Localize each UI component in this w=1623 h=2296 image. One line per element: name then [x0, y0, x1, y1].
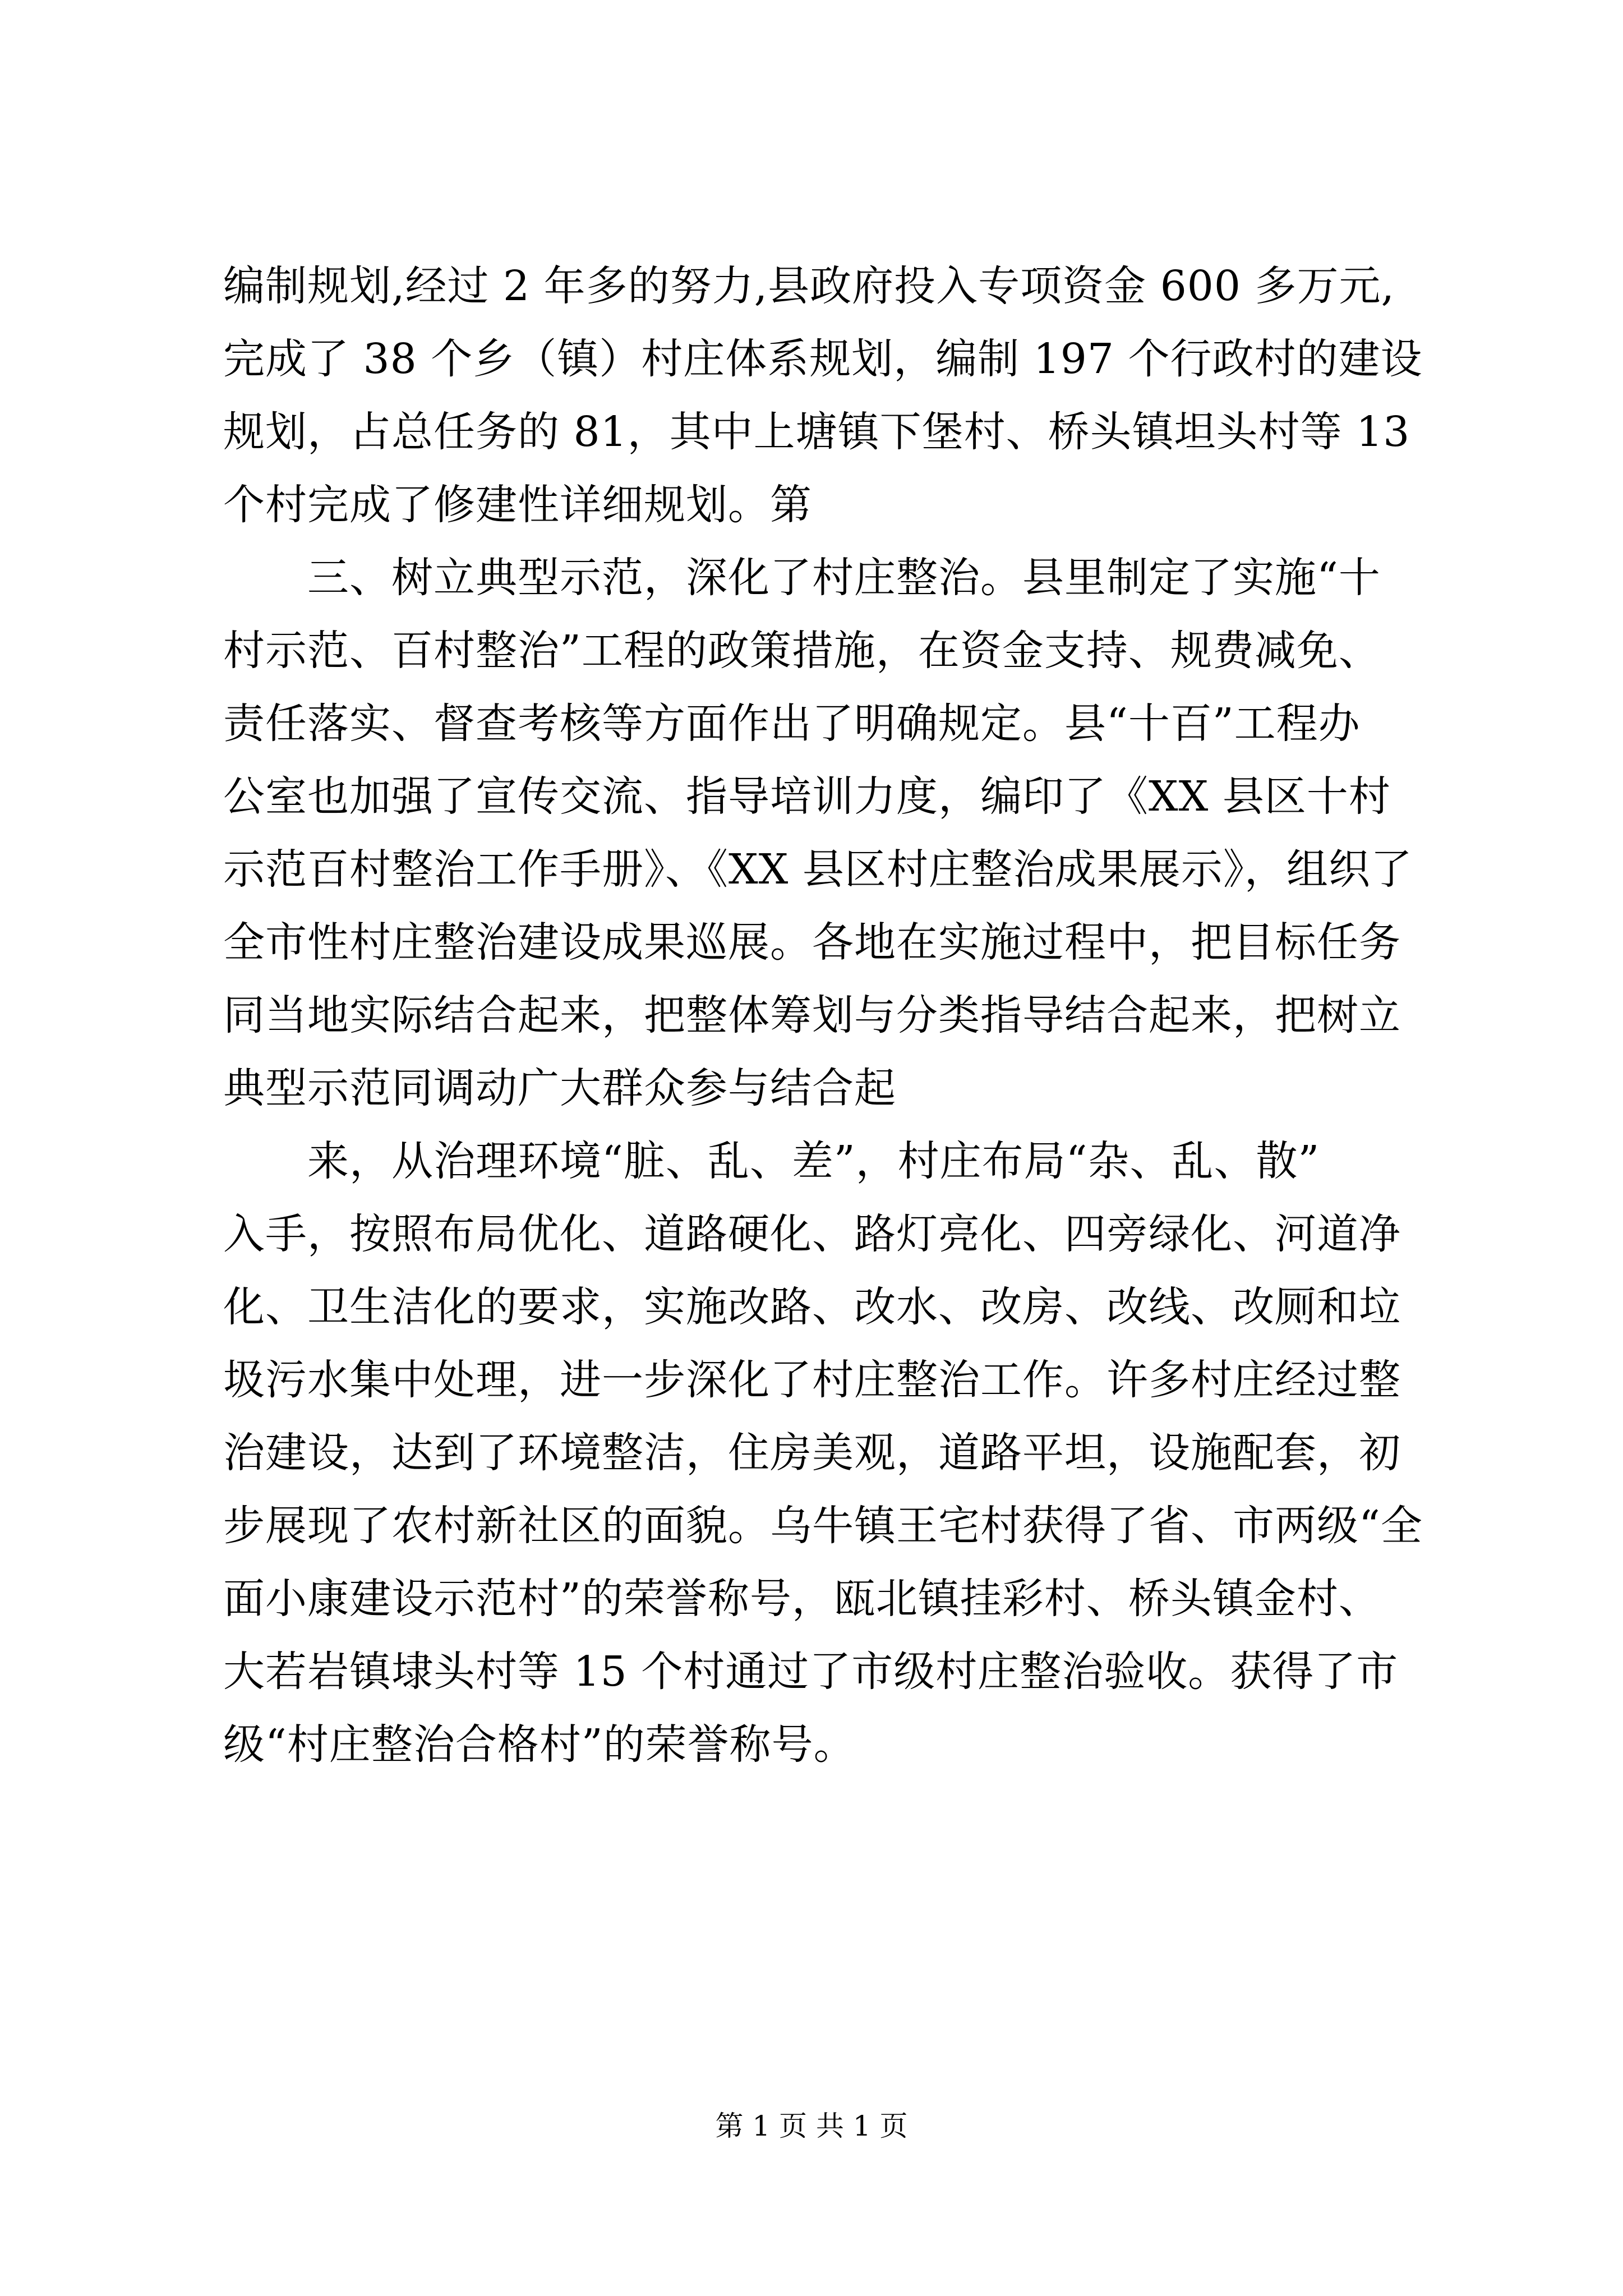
text-line: 全市性村庄整治建设成果巡展。各地在实施过程中，把目标任务 [223, 918, 1401, 967]
text-line: 规划，占总任务的 81，其中上塘镇下堡村、桥头镇坦头村等 13 [223, 408, 1410, 456]
text-line: 责任落实、督查考核等方面作出了明确规定。县“十百”工程办 [223, 700, 1361, 748]
text-line: 治建设，达到了环境整洁，住房美观，道路平坦，设施配套，初 [223, 1429, 1401, 1477]
text-line: 化、卫生洁化的要求，实施改路、改水、改房、改线、改厕和垃 [223, 1283, 1401, 1331]
text-line: 同当地实际结合起来，把整体筹划与分类指导结合起来，把树立 [223, 991, 1401, 1039]
text-line: 编制规划,经过 2 年多的努力,县政府投入专项资金 600 多万元, [223, 262, 1395, 310]
text-line: 圾污水集中处理，进一步深化了村庄整治工作。许多村庄经过整 [223, 1356, 1401, 1404]
text-line: 村示范、百村整治”工程的政策措施，在资金支持、规费减免、 [223, 627, 1381, 675]
text-line: 入手，按照布局优化、道路硬化、路灯亮化、四旁绿化、河道净 [223, 1210, 1401, 1258]
text-line: 步展现了农村新社区的面貌。乌牛镇王宅村获得了省、市两级“全 [223, 1502, 1423, 1550]
text-line: 面小康建设示范村”的荣誉称号，瓯北镇挂彩村、桥头镇金村、 [223, 1575, 1381, 1623]
text-line: 来，从治理环境“脏、乱、差”，村庄布局“杂、乱、散” [223, 1137, 1320, 1185]
text-line: 示范百村整治工作手册》、《XX 县区村庄整治成果展示》，组织了 [223, 845, 1413, 894]
page-number-footer: 第 1 页 共 1 页 [715, 2110, 908, 2142]
text-line: 三、树立典型示范，深化了村庄整治。县里制定了实施“十 [223, 554, 1381, 602]
text-line: 个村完成了修建性详细规划。第 [223, 481, 812, 529]
text-line: 级“村庄整治合格村”的荣誉称号。 [223, 1720, 856, 1769]
text-line: 公室也加强了宣传交流、指导培训力度，编印了《XX 县区十村 [223, 772, 1391, 821]
text-line: 大若岩镇埭头村等 15 个村通过了市级村庄整治验收。获得了市 [223, 1648, 1399, 1696]
text-line: 完成了 38 个乡（镇）村庄体系规划，编制 197 个行政村的建设 [223, 335, 1423, 383]
text-line: 典型示范同调动广大群众参与结合起 [223, 1064, 896, 1112]
body-text [223, 250, 1423, 1781]
